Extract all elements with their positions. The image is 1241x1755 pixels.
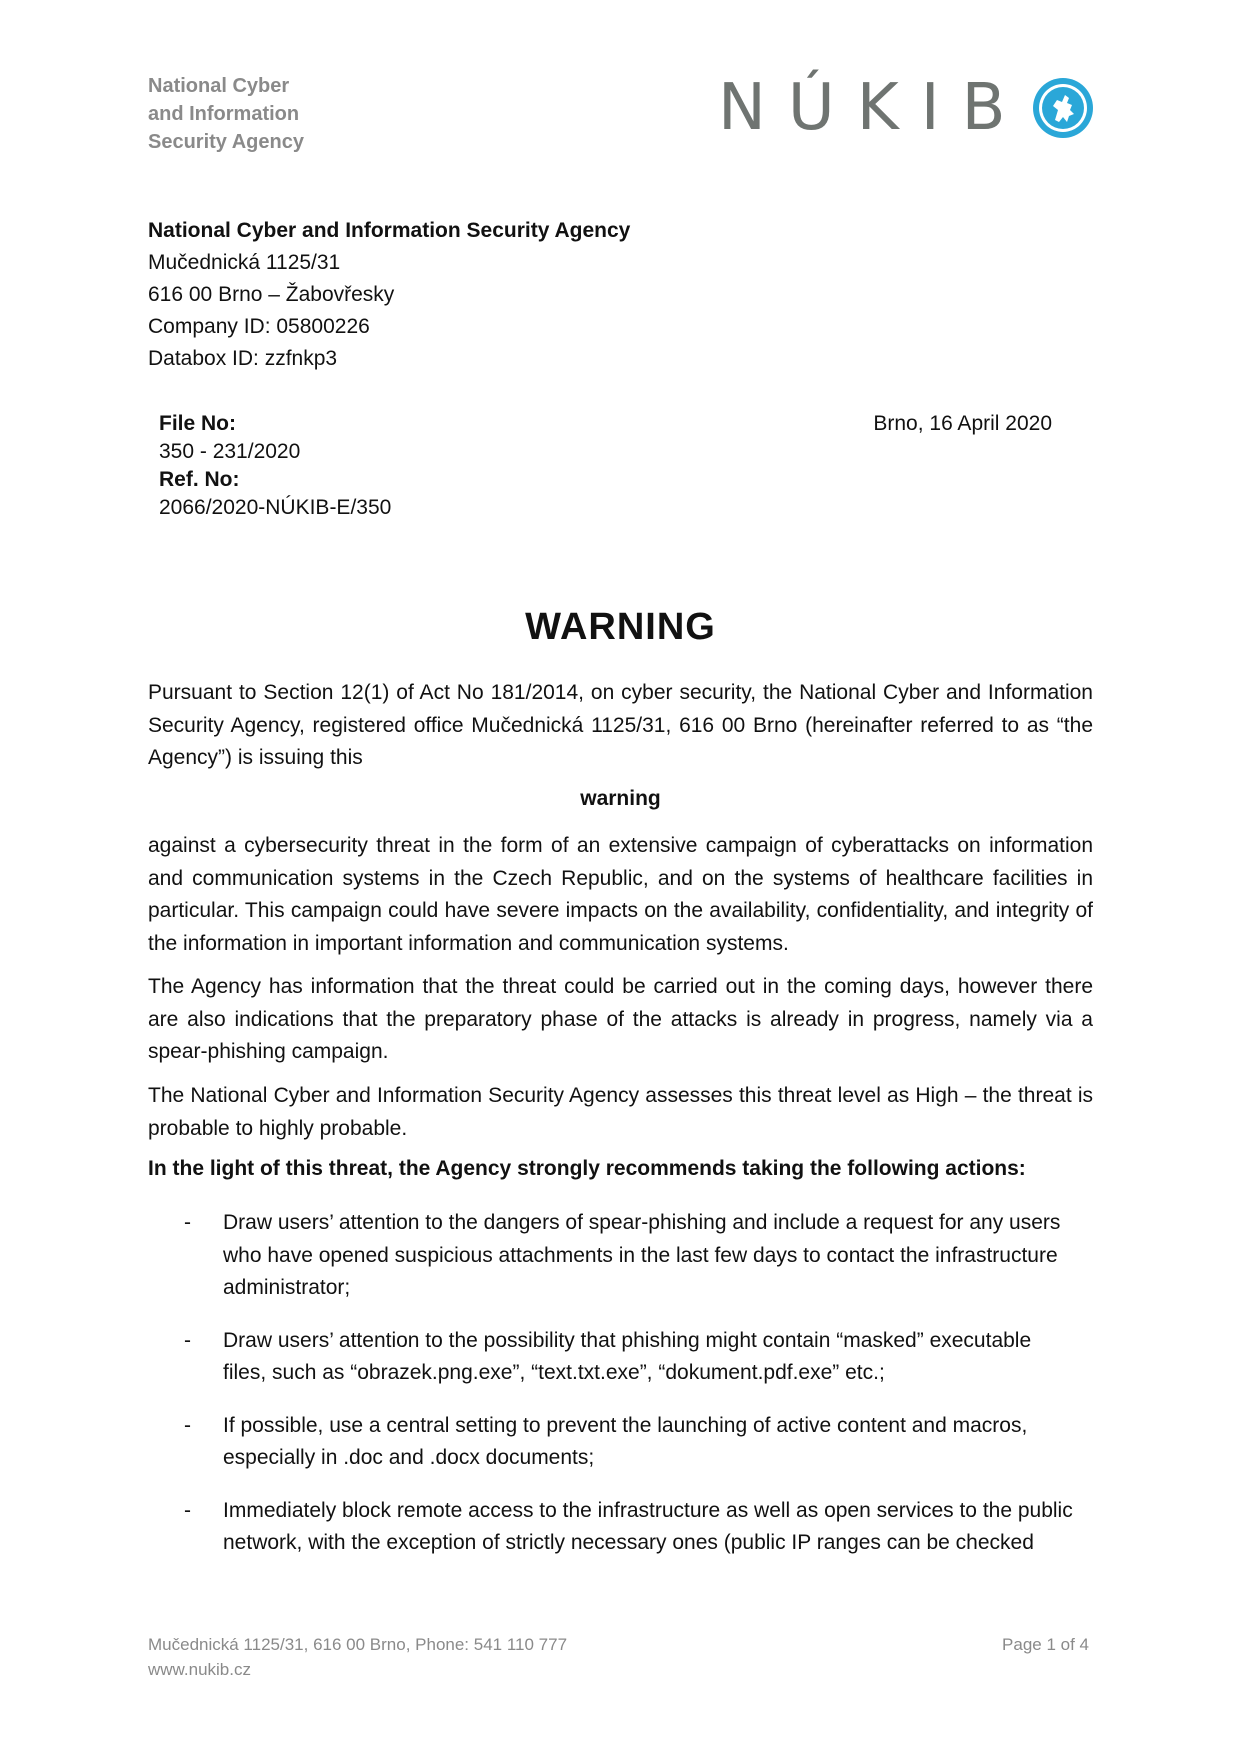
list-dash: - bbox=[184, 1413, 191, 1437]
list-dash: - bbox=[184, 1211, 191, 1234]
footer-address: Mučednická 1125/31, 616 00 Brno, Phone: 541 110 777 bbox=[148, 1635, 568, 1654]
action-text: Draw users’ attention to the possibility that phishing might contain “masked” executable files, such as “obrazek.png.exe”, “text.txt.exe”, “dokument.pdf.exe” etc.; bbox=[223, 1328, 1032, 1384]
sender-databox-id: Databox ID: zzfnkp3 bbox=[148, 347, 338, 370]
agency-header-line-1: National Cyber bbox=[148, 75, 290, 97]
threat-paragraph: against a cybersecurity threat in the form of an extensive campaign of cyberattacks on information and communication systems in the Czech Republic, and on the systems of healthcare facilities in particular. This campaign could have severe impacts on the availability, confidentiality, and integrity of the information in important information and communication systems. bbox=[148, 834, 1093, 955]
document-date: Brno, 16 April 2020 bbox=[873, 412, 1052, 435]
ref-no-label: Ref. No: bbox=[159, 468, 240, 491]
lion-emblem-icon bbox=[1031, 76, 1095, 140]
agency-header bbox=[148, 72, 304, 156]
assessment-paragraph: The National Cyber and Information Security Agency assesses this threat level as High – the threat is probable to highly probable. bbox=[148, 1084, 1093, 1140]
list-item bbox=[148, 1207, 1093, 1305]
page-number: Page 1 of 4 bbox=[1002, 1635, 1089, 1654]
agency-header-line-3: Security Agency bbox=[148, 131, 304, 153]
info-paragraph: The Agency has information that the threat could be carried out in the coming days, however there are also indications that the preparatory phase of the attacks is already in progress, namely via a spear-phishing campaign. bbox=[148, 975, 1093, 1063]
sender-city: 616 00 Brno – Žabovřesky bbox=[148, 283, 395, 306]
recommendation-heading: In the light of this threat, the Agency strongly recommends taking the following actions: bbox=[148, 1157, 1026, 1180]
sender-address bbox=[148, 215, 630, 375]
action-text: If possible, use a central setting to prevent the launching of active content and macros, especially in .doc and .docx documents; bbox=[223, 1413, 1028, 1469]
list-item bbox=[148, 1495, 1093, 1560]
footer-website-link[interactable]: www.nukib.cz bbox=[148, 1660, 251, 1679]
warning-word: warning bbox=[580, 787, 661, 810]
list-dash: - bbox=[184, 1328, 191, 1352]
sender-street: Mučednická 1125/31 bbox=[148, 251, 341, 274]
nukib-logo bbox=[718, 71, 1095, 145]
sender-company-id: Company ID: 05800226 bbox=[148, 315, 370, 338]
logo-text: NÚKIB bbox=[718, 71, 1028, 145]
intro-paragraph: Pursuant to Section 12(1) of Act No 181/2014, on cyber security, the National Cyber and Information Security Agency, registered office Mučednická 1125/31, 616 00 Brno (hereinafter referred to as “the Agency”) is issuing this bbox=[148, 681, 1093, 769]
file-no-value: 350 - 231/2020 bbox=[159, 440, 301, 463]
list-item bbox=[148, 1410, 1093, 1475]
file-no-label: File No: bbox=[159, 412, 236, 435]
action-list bbox=[148, 1207, 1093, 1580]
document-title: WARNING bbox=[525, 606, 716, 648]
file-reference-block bbox=[159, 410, 391, 522]
ref-no-value: 2066/2020-NÚKIB-E/350 bbox=[159, 496, 392, 519]
action-text: Draw users’ attention to the dangers of spear-phishing and include a request for any users who have opened suspicious attachments in the last few days to contact the infrastructure administrator; bbox=[223, 1211, 1061, 1299]
action-text: Immediately block remote access to the infrastructure as well as open services to the public network, with the exception of strictly necessary ones (public IP ranges can be checked bbox=[223, 1498, 1073, 1554]
list-dash: - bbox=[184, 1498, 191, 1522]
agency-header-line-2: and Information bbox=[148, 103, 300, 125]
sender-name: National Cyber and Information Security Agency bbox=[148, 219, 631, 242]
list-item bbox=[148, 1325, 1093, 1390]
footer-contact bbox=[148, 1632, 567, 1682]
